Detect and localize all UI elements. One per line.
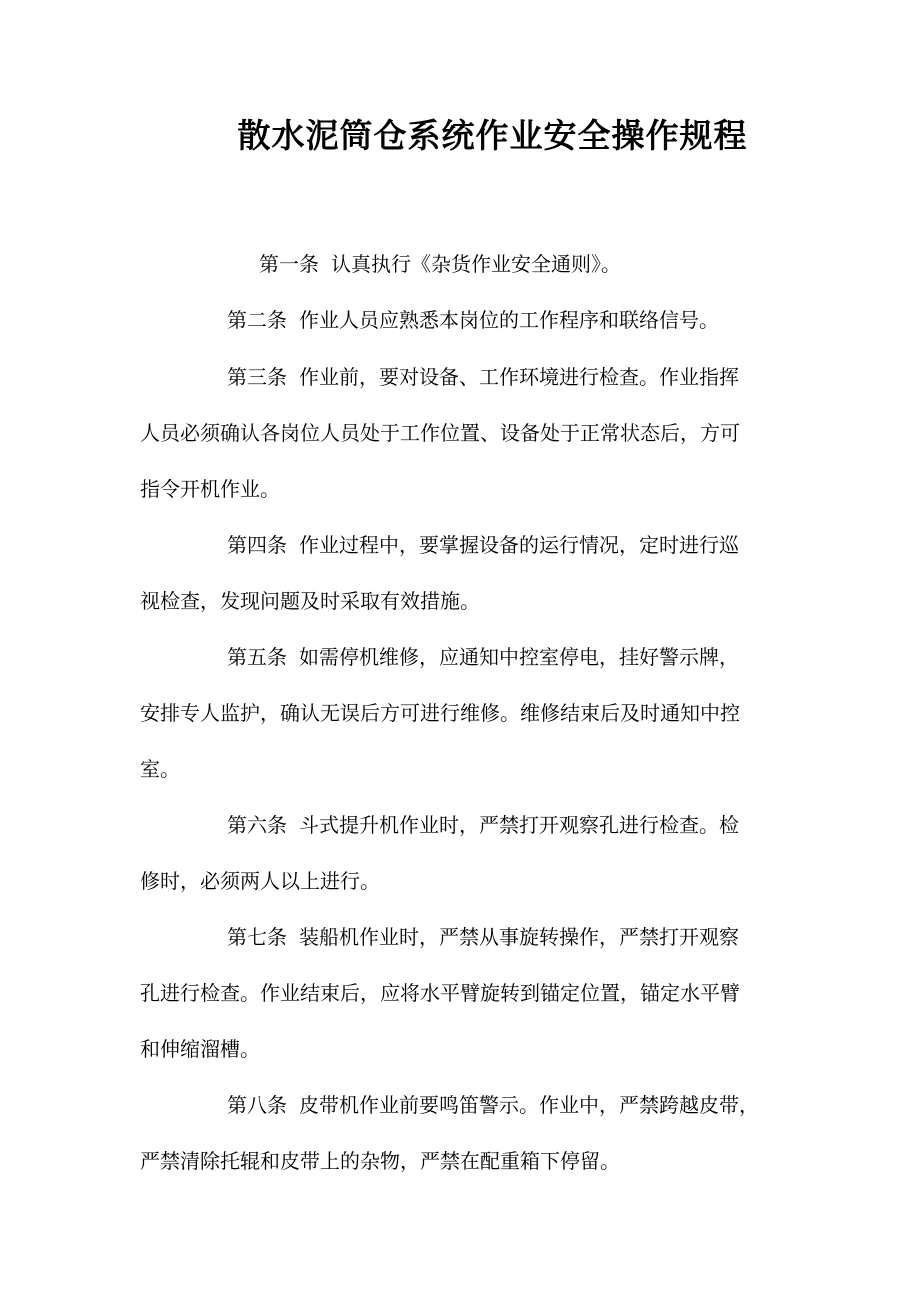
article-text-line: 严禁清除托辊和皮带上的杂物，严禁在配重箱下停留。 (140, 1149, 620, 1173)
article-label: 第一条 (259, 252, 319, 276)
article-label: 第二条 (227, 308, 287, 332)
article-4 (227, 531, 739, 559)
article-7 (227, 923, 739, 951)
article-text-line: 作业前，要对设备、工作环境进行检查。作业指挥 (299, 365, 739, 389)
article-text-line: 室。 (140, 757, 180, 781)
article-label: 第五条 (227, 645, 287, 669)
article-1 (259, 250, 621, 278)
article-3 (227, 363, 739, 391)
article-text-line: 作业人员应熟悉本岗位的工作程序和联络信号。 (299, 308, 719, 332)
article-text-line: 斗式提升机作业时，严禁打开观察孔进行检查。检 (299, 813, 739, 837)
article-5 (227, 643, 739, 671)
article-6 (227, 811, 739, 839)
article-text-line: 修时，必须两人以上进行。 (140, 869, 380, 893)
article-text-line: 孔进行检查。作业结束后，应将水平臂旋转到锚定位置，锚定水平臂 (140, 981, 740, 1005)
article-label: 第四条 (227, 533, 287, 557)
document-title: 散水泥筒仓系统作业安全操作规程 (237, 116, 748, 155)
article-text-line: 安排专人监护，确认无误后方可进行维修。维修结束后及时通知中控 (140, 701, 740, 725)
article-label: 第八条 (227, 1093, 287, 1117)
article-text-line: 皮带机作业前要鸣笛警示。作业中，严禁跨越皮带， (299, 1093, 759, 1117)
article-text-line: 指令开机作业。 (140, 477, 280, 501)
article-8 (227, 1091, 759, 1119)
article-2 (227, 306, 719, 334)
article-label: 第七条 (227, 925, 287, 949)
article-text-line: 如需停机维修，应通知中控室停电，挂好警示牌， (299, 645, 739, 669)
article-label: 第三条 (227, 365, 287, 389)
article-text-line: 装船机作业时，严禁从事旋转操作，严禁打开观察 (299, 925, 739, 949)
article-text-line: 和伸缩溜槽。 (140, 1037, 260, 1061)
article-text-line: 人员必须确认各岗位人员处于工作位置、设备处于正常状态后，方可 (140, 421, 740, 445)
article-text-line: 作业过程中，要掌握设备的运行情况，定时进行巡 (299, 533, 739, 557)
article-text-line: 认真执行《杂货作业安全通则》。 (331, 252, 621, 276)
article-label: 第六条 (227, 813, 287, 837)
article-text-line: 视检查，发现问题及时采取有效措施。 (140, 589, 480, 613)
